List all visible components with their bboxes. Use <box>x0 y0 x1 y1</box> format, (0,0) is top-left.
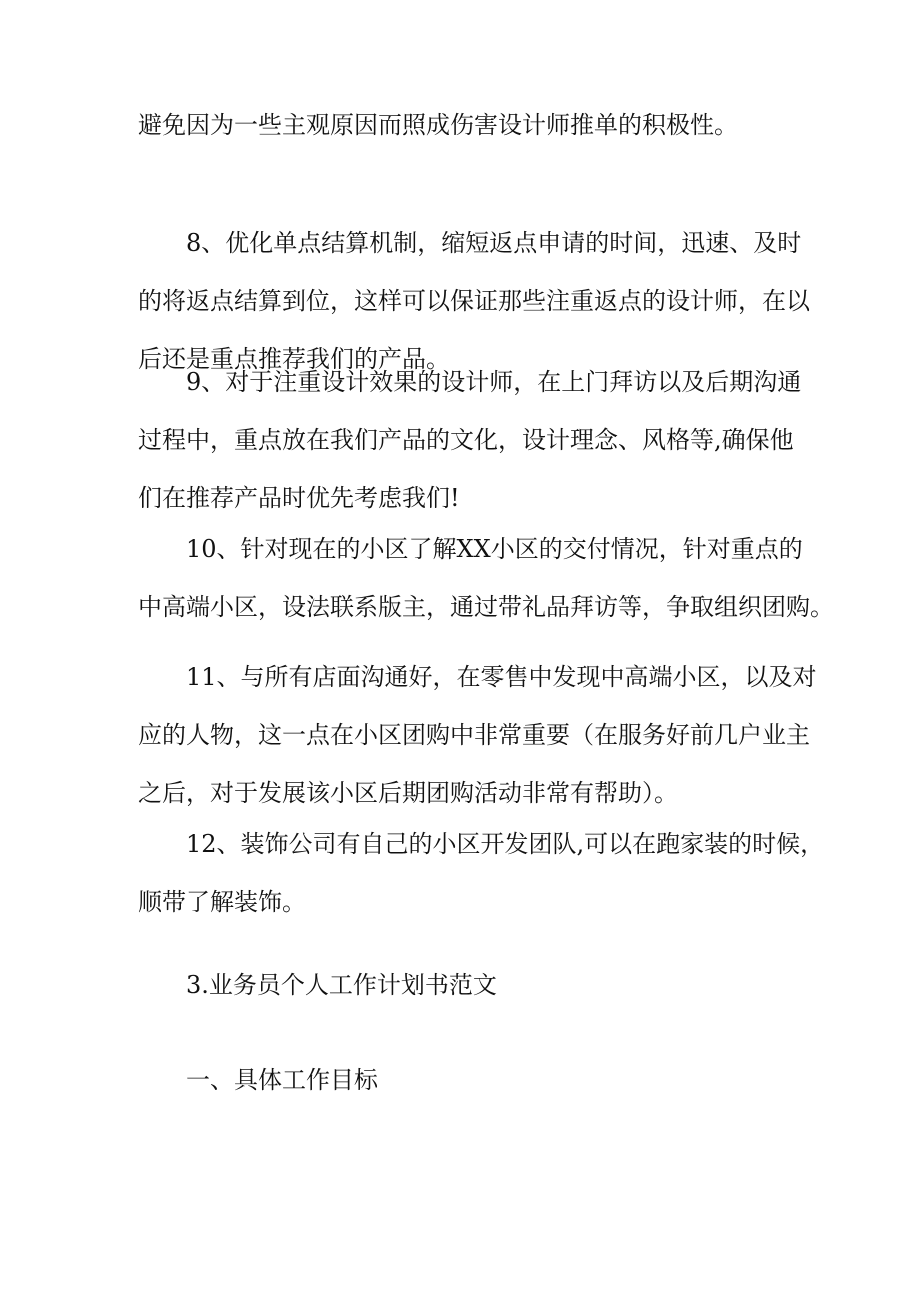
section-title-3 <box>138 956 788 1014</box>
text-line: 的将返点结算到位，这样可以保证那些注重返点的设计师，在以 <box>138 287 810 315</box>
text-line: 应的人物，这一点在小区团购中非常重要（在服务好前几户业主 <box>138 721 810 749</box>
text-line: 后还是重点推荐我们的产品。 <box>138 345 450 373</box>
text-line: 过程中，重点放在我们产品的文化，设计理念、风格等,确保他 <box>138 426 794 454</box>
paragraph-item-10 <box>138 520 834 636</box>
text-line: 们在推荐产品时优先考虑我们! <box>138 484 460 512</box>
paragraph-item-11 <box>138 648 817 822</box>
paragraph-continuation <box>138 96 788 154</box>
heading-specific-goals <box>138 1051 788 1109</box>
text-line: 10、针对现在的小区了解XX小区的交付情况，针对重点的 <box>186 535 803 563</box>
text-line: 避免因为一些主观原因而照成伤害设计师推单的积极性。 <box>138 111 738 139</box>
text-line: 11、与所有店面沟通好，在零售中发现中高端小区，以及对 <box>186 663 817 691</box>
text-line: 顺带了解装饰。 <box>138 888 306 916</box>
text-line: 中高端小区，设法联系版主，通过带礼品拜访等，争取组织团购。 <box>138 593 834 621</box>
text-line: 8、优化单点结算机制，缩短返点申请的时间，迅速、及时 <box>186 229 802 257</box>
text-line: 12、装饰公司有自己的小区开发团队,可以在跑家装的时候， <box>186 830 825 858</box>
text-line: 3.业务员个人工作计划书范文 <box>186 971 497 999</box>
text-line: 9、对于注重设计效果的设计师，在上门拜访以及后期沟通 <box>186 368 802 396</box>
text-line: 之后，对于发展该小区后期团购活动非常有帮助）。 <box>138 779 678 807</box>
paragraph-item-9 <box>138 353 802 527</box>
text-line: 一、具体工作目标 <box>186 1066 378 1094</box>
paragraph-item-12 <box>138 815 825 931</box>
